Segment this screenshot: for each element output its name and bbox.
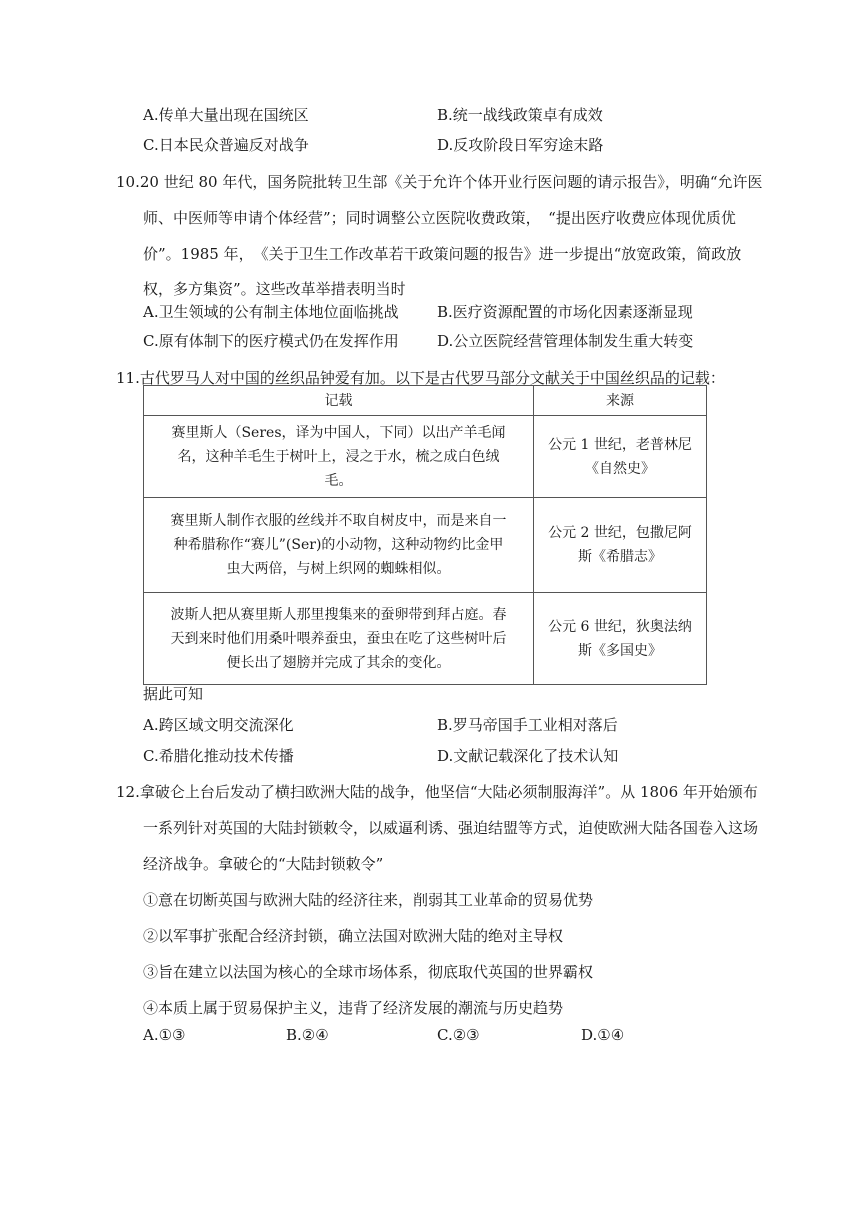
record-cell [144, 498, 534, 593]
table-row [144, 593, 707, 685]
table-header-record: 记载 [144, 386, 534, 416]
q12-option-b: B.②④ [286, 1026, 329, 1044]
q12-statement-4: ④本质上属于贸易保护主义，违背了经济发展的潮流与历史趋势 [143, 999, 564, 1017]
record-cell [144, 593, 534, 685]
table-row [144, 416, 707, 498]
q12-statement-3: ③旨在建立以法国为核心的全球市场体系，彻底取代英国的世界霸权 [143, 963, 594, 981]
source-line: 《自然史》 [585, 460, 655, 477]
q11-option-d: D.文献记载深化了技术认知 [437, 747, 619, 765]
q12-statement-1: ①意在切断英国与欧洲大陆的经济往来，削弱其工业革命的贸易优势 [143, 891, 594, 909]
record-cell [144, 416, 534, 498]
q11-option-a: A.跨区域文明交流深化 [143, 716, 294, 734]
source-line: 公元 6 世纪，狄奥法纳 [548, 618, 692, 635]
q12-option-c: C.②③ [437, 1026, 480, 1044]
records-table [143, 385, 707, 685]
source-cell [534, 416, 707, 498]
record-line: 天到来时他们用桑叶喂养蚕虫，蚕虫在吃了这些树叶后 [170, 630, 507, 647]
table-header-row [144, 386, 707, 416]
q12-stem-line-2: 一系列针对英国的大陆封锁敕令，以威逼利诱、强迫结盟等方式，迫使欧洲大陆各国卷入这场 [143, 819, 759, 837]
q12-option-d: D.①④ [581, 1026, 625, 1044]
record-line: 虫大两倍，与树上织网的蜘蛛相似。 [226, 561, 451, 577]
q12-option-a: A.①③ [143, 1026, 186, 1044]
record-line: 名，这种羊毛生于树叶上，浸之于水，梳之成白色绒 [177, 448, 500, 465]
record-line: 便长出了翅膀并完成了其余的变化。 [226, 654, 451, 671]
q10-option-b: B.医疗资源配置的市场化因素逐渐显现 [437, 303, 693, 321]
q9-option-b: B.统一战线政策卓有成效 [437, 106, 603, 124]
q10-stem-line-2: 师、中医师等申请个体经营”；同时调整公立医院收费政策， “提出医疗收费应体现优质优 [143, 209, 736, 227]
record-line: 种希腊称作“赛儿”(Ser)的小动物，这种动物约比金甲 [173, 537, 504, 553]
record-line: 波斯人把从赛里斯人那里搜集来的蚕卵带到拜占庭。春 [170, 606, 507, 623]
q9-option-d: D.反攻阶段日军穷途末路 [437, 136, 604, 154]
q10-option-c: C.原有体制下的医疗模式仍在发挥作用 [143, 332, 399, 350]
record-line: 赛里斯人（Seres，译为中国人，下同）以出产羊毛闻 [171, 424, 506, 441]
source-line: 斯《多国史》 [578, 642, 662, 659]
q10-option-a: A.卫生领域的公有制主体地位面临挑战 [143, 303, 399, 321]
q11-option-c: C.希腊化推动技术传播 [143, 747, 294, 765]
record-line: 赛里斯人制作衣服的丝线并不取自树皮中，而是来自一 [170, 513, 507, 529]
q12-stem-line-1: 12.拿破仑上台后发动了横扫欧洲大陆的战争，他坚信“大陆必须制服海洋”。从 1806 年开始颁布 [116, 783, 758, 801]
q9-option-a: A.传单大量出现在国统区 [143, 106, 309, 124]
source-line: 斯《希腊志》 [578, 549, 662, 565]
q12-statement-2: ②以军事扩张配合经济封锁，确立法国对欧洲大陆的绝对主导权 [143, 927, 564, 945]
q9-option-c: C.日本民众普遍反对战争 [143, 136, 309, 154]
q10-option-d: D.公立医院经营管理体制发生重大转变 [437, 332, 694, 350]
q11-option-b: B.罗马帝国手工业相对落后 [437, 716, 618, 734]
source-cell [534, 593, 707, 685]
q10-stem-line-3: 价”。1985 年， 《关于卫生工作改革若干政策问题的报告》进一步提出“放宽政策，简政放 [143, 245, 742, 263]
q10-stem-line-4: 权，多方集资”。这些改革举措表明当时 [143, 280, 406, 298]
q11-stem: 11.古代罗马人对中国的丝织品钟爱有加。以下是古代罗马部分文献关于中国丝织品的记载： [116, 369, 725, 387]
source-cell [534, 498, 707, 593]
table-row [144, 498, 707, 593]
source-line: 公元 2 世纪，包撒尼阿 [548, 525, 692, 541]
table-header-source: 来源 [534, 386, 707, 416]
q12-stem-line-3: 经济战争。拿破仑的“大陆封锁敕令” [143, 855, 384, 873]
source-line: 公元 1 世纪，老普林尼 [548, 436, 692, 453]
q10-stem-line-1: 10.20 世纪 80 年代，国务院批转卫生部《关于允许个体开业行医问题的请示报告》，明确“允许医 [116, 173, 763, 191]
q11-conclusion: 据此可知 [143, 685, 204, 703]
record-line: 毛。 [324, 472, 353, 489]
